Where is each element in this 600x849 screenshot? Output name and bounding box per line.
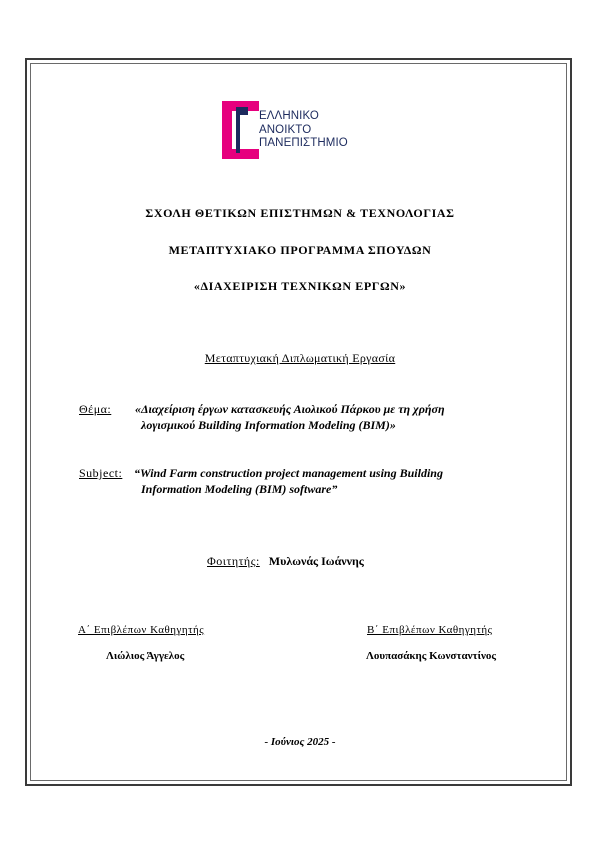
program-heading: ΜΕΤΑΠΤΥΧΙΑΚΟ ΠΡΟΓΡΑΜΜΑ ΣΠΟΥΔΩΝ — [168, 243, 432, 257]
subject-line-1: “Wind Farm construction project management using Building — [134, 466, 443, 480]
date: - Ιούνιος 2025 - — [264, 736, 336, 748]
logo-line-1: ΕΛΛΗΝΙΚΟ — [259, 110, 319, 122]
topic-label: Θέμα: — [79, 402, 112, 416]
student-row — [207, 554, 364, 569]
second-supervisor-label: Β΄ Επιβλέπων Καθηγητής — [367, 624, 493, 636]
first-supervisor-name: Λιώλιος Άγγελος — [106, 650, 185, 662]
school-heading: ΣΧΟΛΗ ΘΕΤΙΚΩΝ ΕΠΙΣΤΗΜΩΝ & ΤΕΧΝΟΛΟΓΙΑΣ — [145, 206, 455, 220]
student-name: Μυλωνάς Ιωάννης — [268, 554, 364, 568]
logo-line-2: ΑΝΟΙΚΤΟ — [259, 123, 312, 136]
topic-line-1: «Διαχείριση έργων κατασκευής Αιολικού Πάρκου με τη χρήση — [135, 402, 445, 416]
topic-line-2: λογισμικού Building Information Modeling (BIM)» — [141, 418, 396, 432]
subject-label: Subject: — [79, 466, 123, 480]
program-name-heading: «ΔΙΑΧΕΙΡΙΣΗ ΤΕΧΝΙΚΩΝ ΕΡΓΩΝ» — [193, 279, 407, 293]
logo-wordmark — [259, 110, 348, 151]
first-supervisor-label: Α΄ Επιβλέπων Καθηγητής — [78, 624, 205, 636]
logo-line-3: ΠΑΝΕΠΙΣΤΗΜΙΟ — [259, 137, 348, 149]
subject-line-2: Information Modeling (BIM) software” — [141, 482, 338, 496]
thesis-type: Μεταπτυχιακή Διπλωματική Εργασία — [204, 351, 396, 365]
second-supervisor-name: Λουπασάκης Κωνσταντίνος — [366, 650, 497, 662]
student-label: Φοιτητής: — [207, 554, 260, 568]
